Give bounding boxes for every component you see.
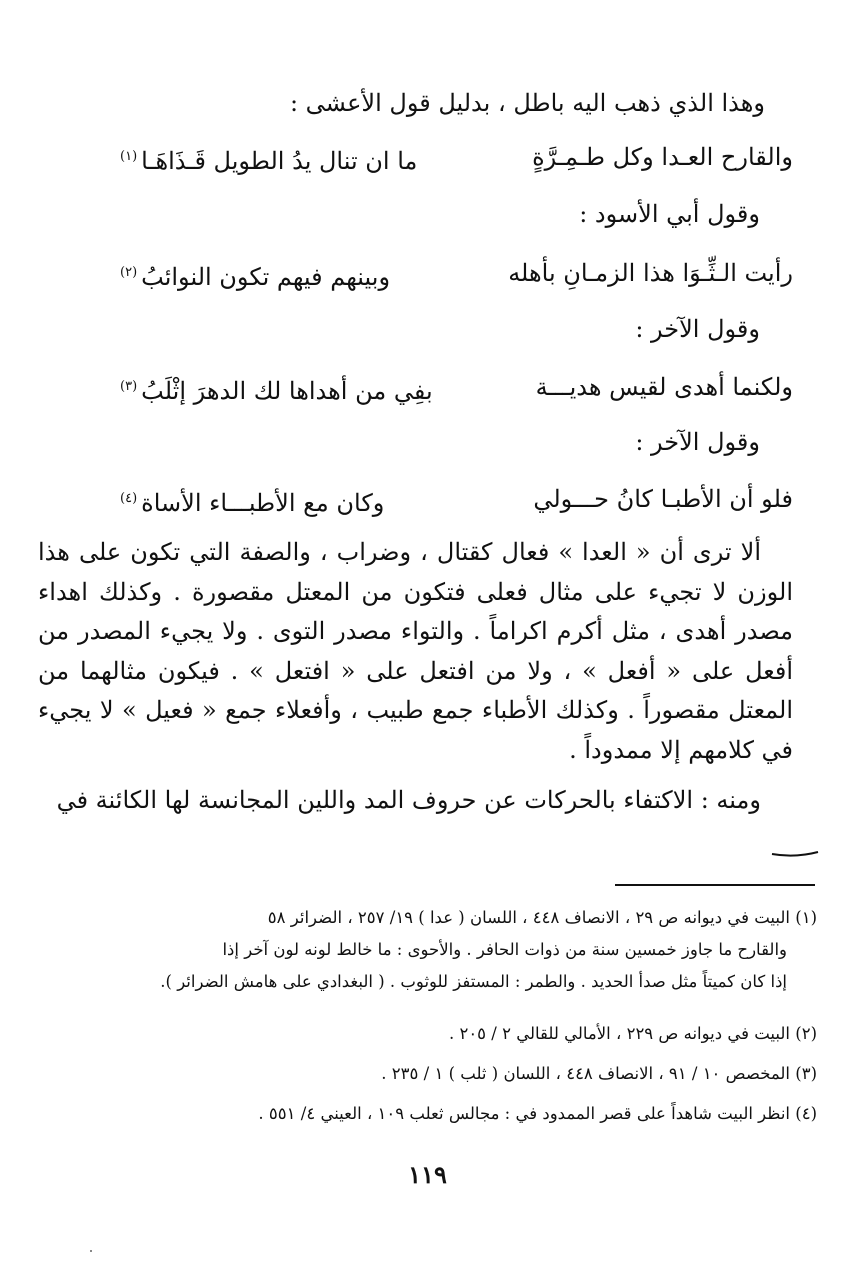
footnote-ref-1: (١) <box>120 149 138 164</box>
footnote-separator <box>615 884 815 886</box>
verse-4-second-text: وكان مع الأطبـــاء الأساة <box>141 489 385 517</box>
footnote-3 <box>38 1058 817 1090</box>
verse-1-second-hemistich <box>120 142 417 176</box>
verse-4-second-hemistich <box>120 484 384 518</box>
verse-3-second-hemistich <box>120 372 433 406</box>
verse-3-second-text: بفِي من أهداها لك الدهرَ إثْلَبُ <box>141 377 433 405</box>
scan-speck <box>90 1250 92 1252</box>
footnote-ref-2: (٢) <box>120 265 138 280</box>
footnote-3-number: (٣) <box>795 1064 817 1083</box>
intro-line: وهذا الذي ذهب اليه باطل ، بدليل قول الأعشى : <box>289 89 765 117</box>
verse-1-first-hemistich: والقارح العـدا وكل طـمِـرَّةٍ <box>532 143 793 171</box>
cue-another-2: وقول الآخر : <box>635 428 760 456</box>
verse-1-second-text: ما ان تنال يدُ الطويل قَـذَاهَـا <box>141 147 418 175</box>
footnote-4 <box>38 1098 817 1130</box>
cue-another-1: وقول الآخر : <box>635 315 760 343</box>
paragraph-2: ومنه : الاكتفاء بالحركات عن حروف المد واللين المجانسة لها الكائنة في <box>56 785 761 814</box>
footnote-1-line-3: إذا كان كميتاً مثل صدأ الحديد . والطمر : المستفز للوثوب . ( البغدادي على هامش الضرائر ). <box>160 972 787 991</box>
swash-mark <box>770 848 820 858</box>
verse-3-first-hemistich: ولكنما أهدى لقيس هديـــة <box>535 373 793 401</box>
footnote-1-number: (١) <box>795 908 817 927</box>
verse-2-second-text: وبينهم فيهم تكون النوائبُ <box>141 263 391 291</box>
footnote-ref-4: (٤) <box>120 491 138 506</box>
prose-body <box>38 533 793 820</box>
page-number: ١١٩ <box>408 1160 447 1189</box>
verse-2-first-hemistich: رأيت الـثِّـوَا هذا الزمـانِ بأهله <box>508 259 793 287</box>
footnote-4-number: (٤) <box>795 1104 817 1123</box>
footnote-4-text: انظر البيت شاهداً على قصر الممدود في : مجالس ثعلب ١٠٩ ، العيني ٤/ ٥٥١ . <box>258 1104 790 1123</box>
footnote-ref-3: (٣) <box>120 379 138 394</box>
footnote-1-line-1: البيت في ديوانه ص ٢٩ ، الانصاف ٤٤٨ ، اللسان ( عدا ) ١٩/ ٢٥٧ ، الضرائر ٥٨ <box>267 908 790 927</box>
verse-2-second-hemistich <box>120 258 390 292</box>
footnote-1 <box>38 902 817 998</box>
paragraph-1: ألا ترى أن « العدا » فعال كقتال ، وضراب ، والصفة التي تكون على هذا الوزن لا تجيء على مثال فعلى فتكون من المعتل مقصورة . وكذلك اهداء مصدر أهدى ، مثل أكرم اكراماً . والتواء مصدر التوى . ولا يجيء المصدر من أفعل على « أفعل » ، ولا من افتعل على « افتعل » . فيكون مثالهما من المعتل مقصوراً . وكذلك الأطباء جمع طبيب ، وأفعلاء جمع « فعيل » لا يجيء في كلامهم إلا ممدوداً . <box>38 538 793 764</box>
verse-4-first-hemistich: فلو أن الأطبـا كانُ حـــولي <box>533 485 793 513</box>
footnote-2 <box>38 1018 817 1050</box>
footnote-1-line-2: والقارح ما جاوز خمسين سنة من ذوات الحافر . والأحوى : ما خالط لونه لون آخر إذا <box>222 940 787 959</box>
footnote-3-text: المخصص ١٠ / ٩١ ، الانصاف ٤٤٨ ، اللسان ( ثلب ) ١ / ٢٣٥ . <box>381 1064 790 1083</box>
cue-abu-al-aswad: وقول أبي الأسود : <box>579 200 760 228</box>
footnote-2-text: البيت في ديوانه ص ٢٢٩ ، الأمالي للقالي ٢ / ٢٠٥ . <box>448 1024 790 1043</box>
footnote-2-number: (٢) <box>795 1024 817 1043</box>
